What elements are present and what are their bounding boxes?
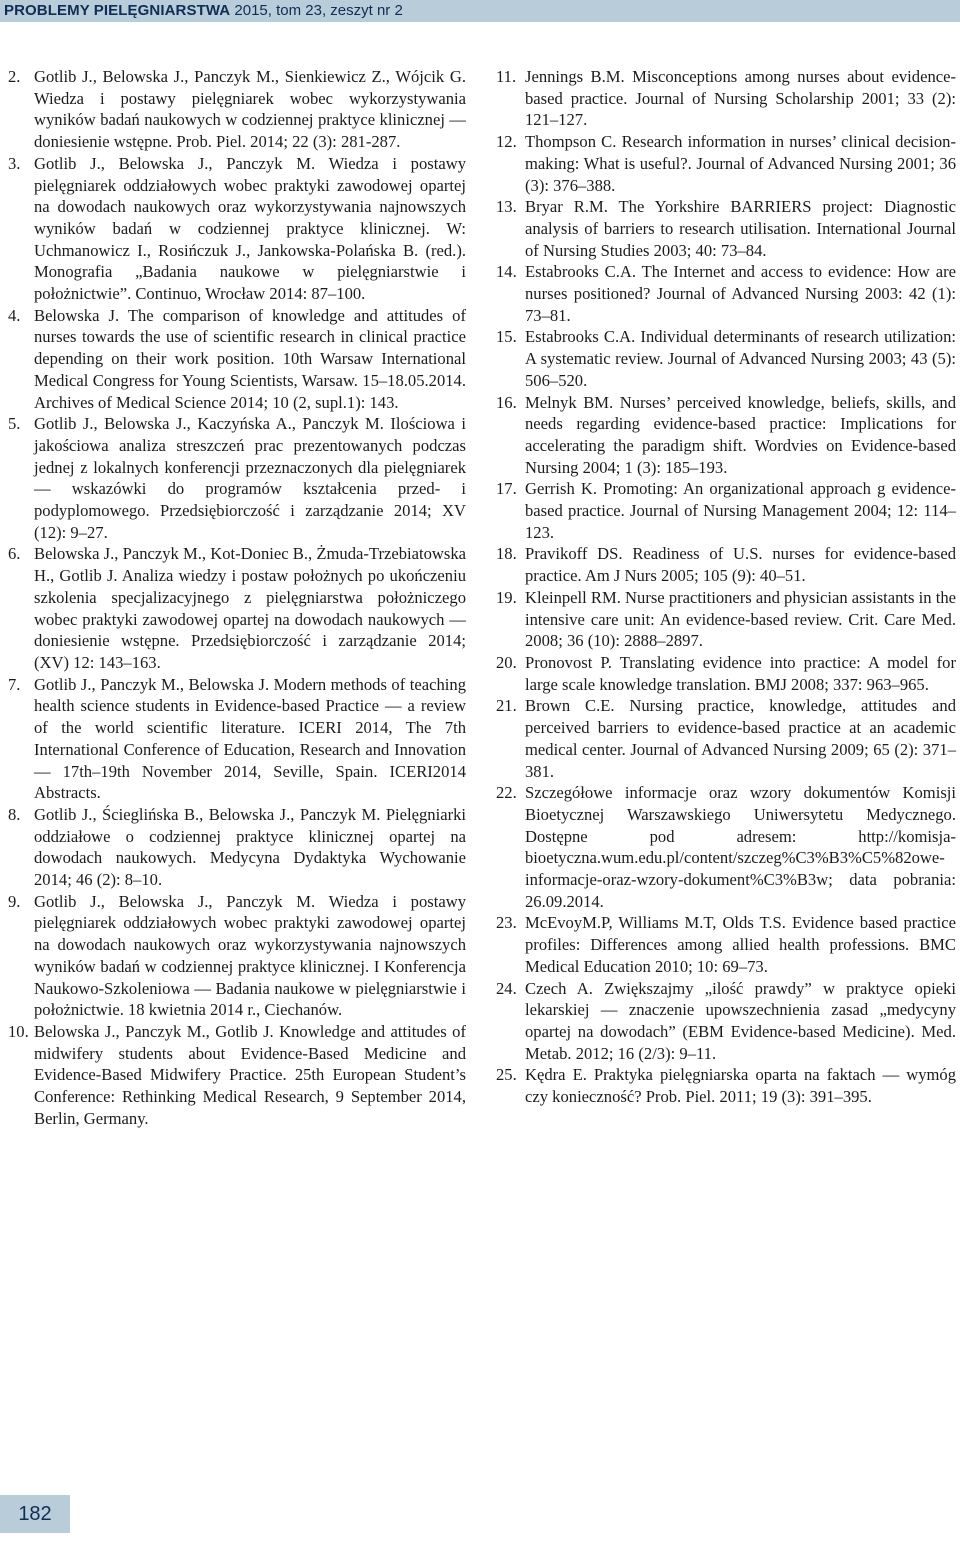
reference-number: 24. [496,978,517,998]
reference-number: 12. [496,132,517,152]
reference-item [496,652,956,695]
reference-item [496,131,956,196]
reference-text: Belowska J. The comparison of knowledge and attitudes of nurses towards the use of scientific research in clinical practice depending on their work position. 10th Warsaw International Medical Congress for Young Scientists, Warsaw. 15–18.05.2014. Archives of Medical Science 2014; 10 (2, supl.1): 143. [34,305,466,412]
reference-text: Pronovost P. Translating evidence into practice: A model for large scale knowledge translation. BMJ 2008; 337: 963–965. [525,652,956,694]
reference-item [496,912,956,977]
reference-text: Gotlib J., Belowska J., Panczyk M. Wiedza i postawy pielęgniarek oddziałowych wobec praktyki zawodowej opartej na dowodach naukowych oraz wykorzystywania najnowszych wyników badań w codziennej praktyce klinicznej. W: Uchmanowicz I., Rosińczuk J., Jankowska-Polańska B. (red.). Monografia „Badania naukowe w pielęgniarstwie i położnictwie”. Continuo, Wrocław 2014: 87–100. [34,153,466,304]
reference-item [496,695,956,782]
reference-item [496,978,956,1065]
reference-item [496,261,956,326]
reference-item [8,153,466,305]
reference-number: 19. [496,587,517,607]
reference-text: Gerrish K. Promoting: An organizational approach g evidence-based practice. Journal of Nursing Management 2004; 12: 114–123. [525,479,956,542]
reference-item [8,413,466,543]
reference-number: 11. [496,67,517,86]
reference-text: Kędra E. Praktyka pielęgniarska oparta na faktach — wymóg czy konieczność? Prob. Piel. 2011; 19 (3): 391–395. [525,1065,956,1107]
journal-issue: 2015, tom 23, zeszyt nr 2 [230,2,403,19]
reference-item [8,674,466,804]
running-header-bar [0,0,960,22]
reference-number: 9. [8,891,21,911]
reference-number: 16. [496,392,517,412]
reference-text: Gotlib J., Panczyk M., Belowska J. Modern methods of teaching health science students in Evidence-based Practice — a review of the world scientific literature. ICERI 2014, The 7th International Conference of Education, Research and Innovation — 17th–19th November 2014, Seville, Spain. ICERI2014 Abstracts. [34,674,466,803]
reference-text: Czech A. Zwiększajmy „ilość prawdy” w praktyce opieki lekarskiej — znaczenie upowszechnienia zasad „medycyny opartej na dowodach” (EBM Evidence-based Medicine). Med. Metab. 2012; 16 (2/3): 9–11. [525,978,956,1063]
reference-number: 14. [496,262,517,282]
reference-text: Gotlib J., Belowska J., Kaczyńska A., Panczyk M. Ilościowa i jakościowa analiza streszczeń prac prezentowanych podczas jednej z lokalnych konferencji przeznaczonych dla pielęgniarek — wskazówki do programów kształcenia przed- i podyplomowego. Przedsiębiorczość i zarządzanie 2014; XV (12): 9–27. [34,414,466,542]
reference-number: 13. [496,197,517,217]
reference-number: 18. [496,544,517,564]
reference-number: 25. [496,1065,517,1085]
references-left-column [8,66,466,1129]
reference-number: 22. [496,783,517,803]
reference-text: McEvoyM.P, Williams M.T, Olds T.S. Evidence based practice profiles: Differences among allied health professions. BMC Medical Education 2010; 10: 69–73. [525,913,956,976]
reference-number: 2. [8,67,21,86]
reference-item [496,392,956,479]
reference-item [496,478,956,543]
reference-number: 3. [8,153,21,173]
reference-text: Gotlib J., Belowska J., Panczyk M., Sienkiewicz Z., Wójcik G. Wiedza i postawy pielęgniarek wobec wykorzystywania wyników badań naukowych w codziennej praktyce klinicznej — doniesienie wstępne. Prob. Piel. 2014; 22 (3): 281-287. [34,67,466,152]
reference-item [496,1064,956,1107]
reference-text: Brown C.E. Nursing practice, knowledge, attitudes and perceived barriers to evidence-based practice at an academic medical center. Journal of Advanced Nursing 2009; 65 (2): 371–381. [525,696,956,781]
reference-item [8,305,466,414]
reference-number: 10. [8,1021,29,1041]
reference-text: Estabrooks C.A. Individual determinants of research utilization: A systematic review. Journal of Advanced Nursing 2003; 43 (5): 506–520. [525,327,956,390]
running-header [4,1,403,21]
reference-item [8,543,466,673]
page-number-box [0,1495,70,1533]
reference-text: Estabrooks C.A. The Internet and access to evidence: How are nurses positioned? Journal of Advanced Nursing 2003: 42 (1): 73–81. [525,262,956,325]
reference-item [496,587,956,652]
reference-text: Jennings B.M. Misconceptions among nurses about evidence-based practice. Journal of Nursing Scholarship 2001; 33 (2): 121–127. [525,67,956,130]
reference-item [496,66,956,131]
reference-number: 21. [496,696,517,716]
reference-number: 4. [8,305,21,325]
reference-text: Gotlib J., Belowska J., Panczyk M. Wiedza i postawy pielęgniarek oddziałowych wobec praktyki zawodowej opartej na dowodach naukowych oraz wykorzystywania najnowszych wyników badań w codziennej praktyce klinicznej. I Konferencja Naukowo-Szkoleniowa — Badania naukowe w pielęgniarstwie i położnictwie. 18 kwietnia 2014 r., Ciechanów. [34,891,466,1020]
reference-item [496,326,956,391]
reference-number: 23. [496,913,517,933]
reference-item [8,66,466,153]
reference-number: 15. [496,327,517,347]
reference-number: 5. [8,414,21,434]
reference-number: 6. [8,544,21,564]
reference-text: Thompson C. Research information in nurses’ clinical decision-making: What is useful?. Journal of Advanced Nursing 2001; 36 (3): 376–388. [525,132,956,195]
journal-title: PROBLEMY PIELĘGNIARSTWA [4,2,231,19]
reference-text: Kleinpell RM. Nurse practitioners and physician assistants in the intensive care unit: An evidence-based review. Crit. Care Med. 2008; 36 (10): 2888–2897. [525,587,956,651]
reference-item [496,543,956,586]
reference-number: 7. [8,674,21,694]
reference-text: Pravikoff DS. Readiness of U.S. nurses for evidence-based practice. Am J Nurs 2005; 105 (9): 40–51. [525,544,956,586]
reference-item [8,1021,466,1130]
reference-item [496,782,956,912]
reference-text: Belowska J., Panczyk M., Gotlib J. Knowledge and attitudes of midwifery students about Evidence-Based Medicine and Evidence-Based Midwifery Practice. 25th European Student’s Conference: Rethinking Medical Research, 9 September 2014, Berlin, Germany. [34,1021,466,1128]
reference-item [8,891,466,1021]
reference-text: Szczegółowe informacje oraz wzory dokumentów Komisji Bioetycznej Warszawskiego Uniwersytetu Medycznego. Dostępne pod adresem: http://komisja-bioetyczna.wum.edu.pl/content/szczeg%C3%B3%C5%82owe-informacje-oraz-wzory-dokument%C3%B3w; data pobrania: 26.09.2014. [525,783,956,911]
reference-text: Belowska J., Panczyk M., Kot-Doniec B., Żmuda-Trzebiatowska H., Gotlib J. Analiza wiedzy i postaw położnych po ukończeniu szkolenia specjalizacyjnego z pielęgniarstwa położniczego wobec praktyki zawodowej opartej na dowodach naukowych — doniesienie wstępne. Przedsiębiorczość i zarządzanie 2014; (XV) 12: 143–163. [34,544,466,672]
references-right-column [496,66,956,1108]
reference-number: 20. [496,652,517,672]
reference-item [496,196,956,261]
page-number: 182 [18,1503,52,1525]
reference-text: Melnyk BM. Nurses’ perceived knowledge, beliefs, skills, and needs regarding evidence-based practice: Implications for accelerating the paradigm shift. Wordvies on Evidence-based Nursing 2004; 1 (3): 185–193. [525,392,956,477]
reference-item [8,804,466,891]
reference-text: Gotlib J., Ścieglińska B., Belowska J., Panczyk M. Pielęgniarki oddziałowe o codziennej praktyce klinicznej opartej na dowodach naukowych. Medycyna Dydaktyka Wychowanie 2014; 46 (2): 8–10. [34,804,466,890]
reference-number: 8. [8,804,21,824]
reference-text: Bryar R.M. The Yorkshire BARRIERS project: Diagnostic analysis of barriers to research utilisation. International Journal of Nursing Studies 2003; 40: 73–84. [525,197,956,260]
reference-number: 17. [496,479,517,499]
